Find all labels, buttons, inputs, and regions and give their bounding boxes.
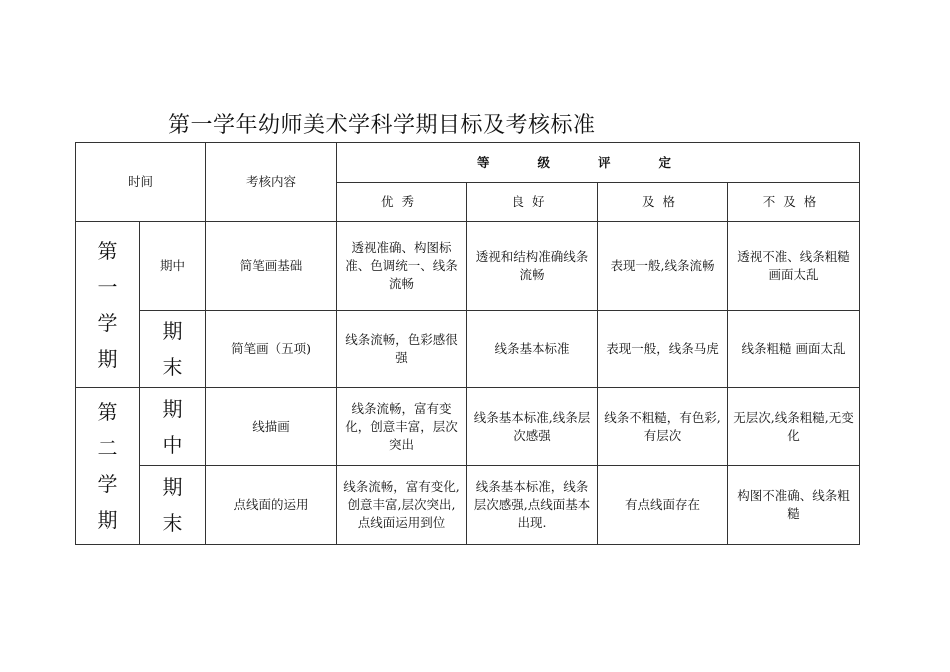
fail-cell: 线条粗糙 画面太乱 <box>728 311 860 388</box>
excellent-cell: 线条流畅，色彩感很强 <box>337 311 467 388</box>
content-cell: 线描画 <box>206 388 337 466</box>
fail-cell: 构图不准确、线条粗糙 <box>728 466 860 545</box>
semester-label: 第二学期 <box>76 388 140 545</box>
table-row <box>76 311 860 388</box>
fail-cell: 无层次,线条粗糙,无变化 <box>728 388 860 466</box>
period-cell: 期末 <box>140 466 206 545</box>
pass-cell: 表现一般,线条流畅 <box>598 222 728 311</box>
excellent-cell: 线条流畅，富有变化,创意丰富,层次突出,点线面运用到位 <box>337 466 467 545</box>
period-cell: 期中 <box>140 222 206 311</box>
fail-cell: 透视不准、线条粗糙 画面太乱 <box>728 222 860 311</box>
semester-label: 第一学期 <box>76 222 140 388</box>
header-row-1 <box>76 143 860 183</box>
document-title: 第一学年幼师美术学科学期目标及考核标准 <box>168 113 596 138</box>
table-row <box>76 388 860 466</box>
header-rating: 等级评定 <box>337 143 860 183</box>
content-cell: 简笔画基础 <box>206 222 337 311</box>
content-cell: 简笔画（五项) <box>206 311 337 388</box>
grade-excellent: 优秀 <box>337 183 467 222</box>
excellent-cell: 线条流畅，富有变化，创意丰富，层次突出 <box>337 388 467 466</box>
pass-cell: 表现一般，线条马虎 <box>598 311 728 388</box>
header-content: 考核内容 <box>206 143 337 222</box>
good-cell: 线条基本标准，线条层次感强,点线面基本出现. <box>467 466 598 545</box>
pass-cell: 有点线面存在 <box>598 466 728 545</box>
table-row <box>76 222 860 311</box>
period-cell: 期中 <box>140 388 206 466</box>
good-cell: 线条基本标准,线条层次感强 <box>467 388 598 466</box>
content-cell: 点线面的运用 <box>206 466 337 545</box>
grade-pass: 及格 <box>598 183 728 222</box>
good-cell: 线条基本标准 <box>467 311 598 388</box>
grade-fail: 不及格 <box>728 183 860 222</box>
pass-cell: 线条不粗糙，有色彩,有层次 <box>598 388 728 466</box>
period-cell: 期末 <box>140 311 206 388</box>
header-time: 时间 <box>76 143 206 222</box>
assessment-table <box>75 142 860 545</box>
excellent-cell: 透视准确、构图标准、色调统一、线条流畅 <box>337 222 467 311</box>
table-row <box>76 466 860 545</box>
grade-good: 良好 <box>467 183 598 222</box>
good-cell: 透视和结构准确线条流畅 <box>467 222 598 311</box>
